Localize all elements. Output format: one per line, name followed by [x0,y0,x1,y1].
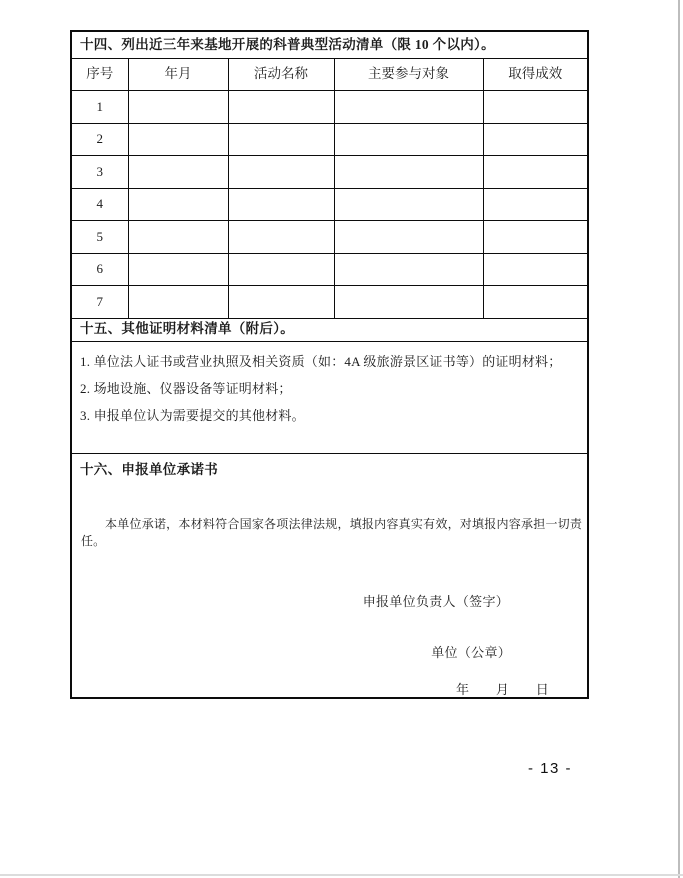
activity-row-2 [71,123,588,156]
signature-unit-label: 单位（公章） [431,644,512,660]
cell-activity-name [228,156,334,189]
page-edge-bottom [0,874,683,876]
cell-participants [334,123,483,156]
col-header-year-month: 年月 [128,59,228,91]
section15-list [71,341,588,453]
row-serial: 5 [71,221,128,254]
signature-person-label: 申报单位负责人（签字） [362,593,510,609]
cell-participants [334,286,483,319]
material-item-1: 1. 单位法人证书或营业执照及相关资质（如：4A 级旅游景区证书等）的证明材料； [80,353,562,369]
section14-title-row [71,31,588,59]
cell-activity-name [228,123,334,156]
material-item-3: 3. 申报单位认为需要提交的其他材料。 [80,407,305,423]
activity-row-5 [71,221,588,254]
cell-year-month [128,286,228,319]
signature-date-label: 年 月 日 [455,681,550,697]
activity-row-1 [71,91,588,124]
cell-year-month [128,123,228,156]
cell-participants [334,253,483,286]
cell-year-month [128,253,228,286]
section15-list-row [71,341,588,453]
col-header-results: 取得成效 [483,59,588,91]
material-item-2: 2. 场地设施、仪器设备等证明材料； [80,380,292,396]
commitment-text: 本单位承诺，本材料符合国家各项法律法规，填报内容真实有效，对填报内容承担一切责任。 [81,516,583,548]
section16-title: 十六、申报单位承诺书 [80,461,218,477]
cell-activity-name [228,221,334,254]
cell-activity-name [228,188,334,221]
section15-title: 十五、其他证明材料清单（附后）。 [71,318,588,341]
row-serial: 3 [71,156,128,189]
row-serial: 4 [71,188,128,221]
row-serial: 6 [71,253,128,286]
cell-year-month [128,91,228,124]
row-serial: 1 [71,91,128,124]
cell-year-month [128,188,228,221]
cell-results [483,91,588,124]
cell-results [483,123,588,156]
section16-row [71,453,588,698]
page-edge-right [678,0,680,878]
cell-year-month [128,156,228,189]
cell-activity-name [228,286,334,319]
cell-results [483,253,588,286]
cell-participants [334,91,483,124]
cell-activity-name [228,91,334,124]
cell-activity-name [228,253,334,286]
column-header-row [71,59,588,91]
cell-results [483,221,588,254]
cell-year-month [128,221,228,254]
col-header-participants: 主要参与对象 [334,59,483,91]
col-header-serial: 序号 [71,59,128,91]
cell-participants [334,221,483,254]
cell-results [483,286,588,319]
col-header-activity-name: 活动名称 [228,59,334,91]
cell-results [483,156,588,189]
cell-results [483,188,588,221]
activity-row-4 [71,188,588,221]
section16-cell [71,453,588,698]
application-form-table [70,30,589,699]
section14-title: 十四、列出近三年来基地开展的科普典型活动清单（限 10 个以内）。 [71,31,588,59]
activity-row-7 [71,286,588,319]
row-serial: 2 [71,123,128,156]
activity-row-3 [71,156,588,189]
page-number: - 13 - [528,760,573,777]
cell-participants [334,156,483,189]
section15-title-row [71,318,588,341]
activity-row-6 [71,253,588,286]
row-serial: 7 [71,286,128,319]
cell-participants [334,188,483,221]
